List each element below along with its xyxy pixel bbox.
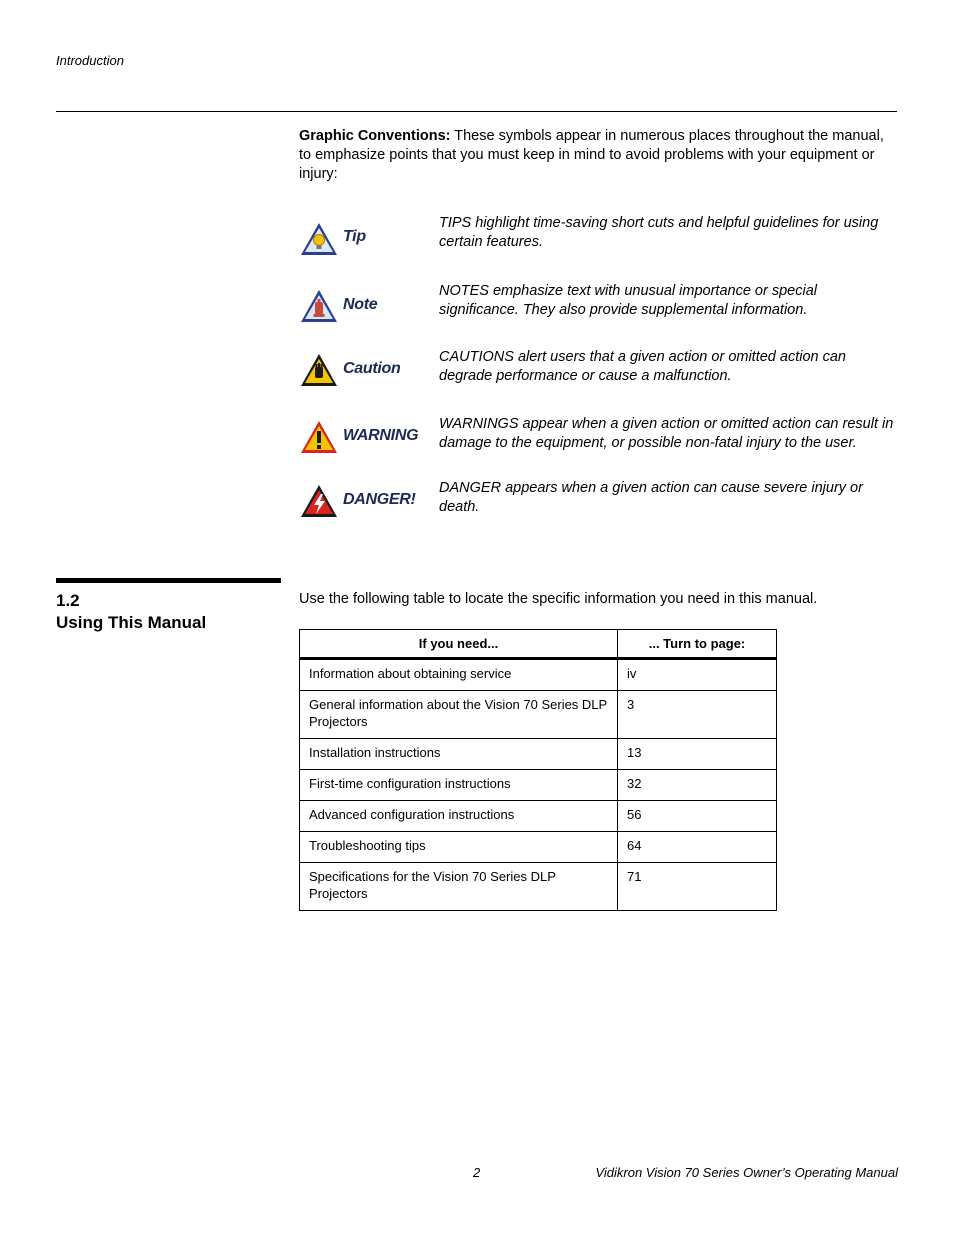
table-cell: 56 — [618, 801, 777, 832]
graphic-conventions-intro — [299, 127, 899, 184]
note-hand-icon — [299, 288, 339, 324]
table-cell: 13 — [618, 739, 777, 770]
section-title: Using This Manual — [56, 613, 207, 632]
table-header-row — [300, 630, 777, 659]
section-number: 1.2 — [56, 591, 80, 610]
convention-label: DANGER! — [343, 491, 416, 508]
convention-caution — [299, 349, 899, 400]
table-cell: Troubleshooting tips — [300, 832, 618, 863]
section-bar — [56, 578, 281, 583]
table-cell: Installation instructions — [300, 739, 618, 770]
convention-label: Note — [343, 296, 378, 313]
convention-label: Tip — [343, 228, 366, 245]
convention-label: Caution — [343, 360, 401, 377]
table-row — [300, 832, 777, 863]
footer-title: Vidikron Vision 70 Series Owner’s Operating Manual — [595, 1165, 898, 1180]
convention-desc: WARNINGS appear when a given action or omitted action can result in damage to the equipment, or possible non-fatal injury to the user. — [439, 416, 894, 451]
convention-desc: TIPS highlight time-saving short cuts and helpful guidelines for using certain features. — [439, 215, 879, 250]
table-row — [300, 863, 777, 911]
table-cell: iv — [618, 659, 777, 691]
table-cell: Advanced configuration instructions — [300, 801, 618, 832]
header-rule — [56, 111, 897, 112]
convention-warning — [299, 416, 899, 467]
column-header: ... Turn to page: — [618, 630, 777, 659]
table-row — [300, 770, 777, 801]
intro-lead: Graphic Conventions: — [299, 128, 451, 144]
table-cell: General information about the Vision 70 Series DLP Projectors — [300, 691, 618, 739]
convention-label: WARNING — [343, 427, 419, 444]
table-cell: 64 — [618, 832, 777, 863]
table-intro: Use the following table to locate the specific information you need in this manual. — [299, 591, 818, 607]
table-cell: 71 — [618, 863, 777, 911]
table-row — [300, 739, 777, 770]
running-header: Introduction — [56, 53, 124, 68]
page-number: 2 — [473, 1165, 481, 1180]
table-cell: 32 — [618, 770, 777, 801]
caution-hand-icon — [299, 352, 339, 388]
lightbulb-icon — [299, 221, 339, 257]
column-header: If you need... — [300, 630, 618, 659]
convention-desc: DANGER appears when a given action can cause severe injury or death. — [439, 480, 863, 515]
convention-desc: CAUTIONS alert users that a given action or omitted action can degrade performance or cause a malfunction. — [439, 349, 846, 384]
convention-danger — [299, 480, 899, 531]
table-row — [300, 659, 777, 691]
table-cell: First-time configuration instructions — [300, 770, 618, 801]
table-row — [300, 691, 777, 739]
table-row — [300, 801, 777, 832]
intro-text: These symbols appear in numerous places throughout the manual, to emphasize points that you must keep in mind to avoid problems with your equipment or injury: — [299, 128, 884, 182]
table-cell: 3 — [618, 691, 777, 739]
table-cell: Information about obtaining service — [300, 659, 618, 691]
danger-lightning-icon — [299, 483, 339, 519]
convention-tip — [299, 215, 899, 267]
page-locator-table — [299, 629, 777, 911]
convention-desc: NOTES emphasize text with unusual importance or special significance. They also provide supplemental information. — [439, 283, 817, 318]
warning-exclamation-icon — [299, 419, 339, 455]
convention-note — [299, 283, 899, 335]
table-cell: Specifications for the Vision 70 Series DLP Projectors — [300, 863, 618, 911]
